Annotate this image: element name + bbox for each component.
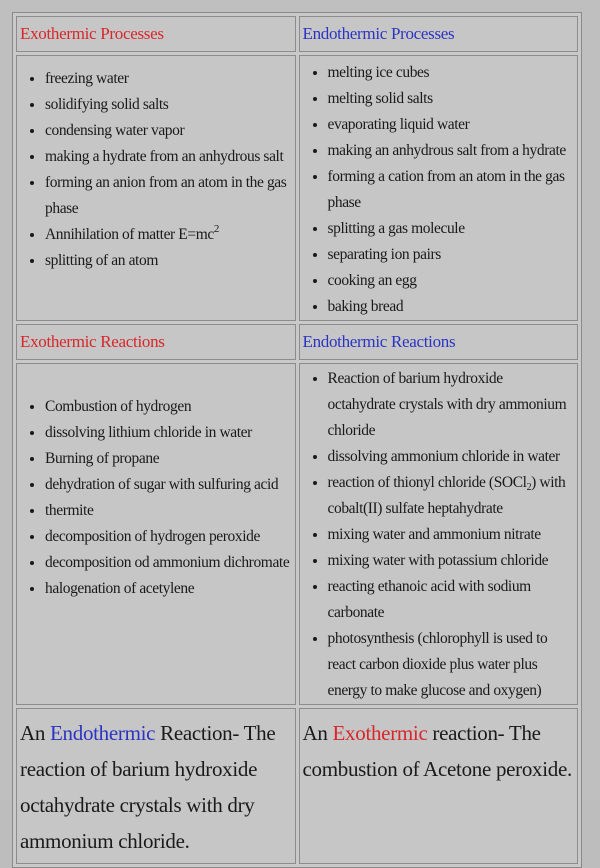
list-item-thionyl	[328, 470, 574, 522]
list-item: • dissolving ammonium chloride in water	[328, 444, 574, 470]
endothermic-reactions-cell	[299, 363, 579, 705]
endothermic-processes-title: Endothermic Processes	[302, 24, 455, 43]
list-item: • halogenation of acetylene	[45, 576, 291, 602]
list-item: • baking bread	[328, 294, 574, 320]
thionyl-subscript: 2	[526, 482, 532, 493]
endothermic-processes-list	[300, 56, 578, 320]
list-item: • making an anhydrous salt from a hydrate	[328, 138, 574, 164]
thionyl-text-pre: reaction of thionyl chloride (SOCl	[327, 474, 527, 491]
list-item: • splitting a gas molecule	[328, 216, 574, 242]
endothermic-processes-cell	[299, 55, 579, 321]
exothermic-processes-header-cell	[16, 16, 296, 52]
example-description: reaction- The combustion of Acetone peroxide.	[302, 721, 572, 781]
list-item: • mixing water and ammonium nitrate	[328, 522, 574, 548]
annihilation-exponent: 2	[213, 223, 219, 235]
exothermic-reactions-title: Exothermic Reactions	[20, 332, 165, 351]
list-item: • Reaction of barium hydroxide octahydrate crystals with dry ammonium chloride	[328, 366, 574, 444]
list-item: • melting solid salts	[328, 86, 574, 112]
list-item: • decomposition of hydrogen peroxide	[45, 524, 291, 550]
list-item: • melting ice cubes	[328, 60, 574, 86]
list-item: • forming an anion from an atom in the gas phase	[45, 170, 291, 222]
list-item: • mixing water with potassium chloride	[328, 548, 574, 574]
list-item: • thermite	[45, 498, 291, 524]
exothermic-keyword: Exothermic	[332, 721, 428, 745]
endothermic-reactions-title: Endothermic Reactions	[302, 332, 456, 351]
exothermic-processes-title: Exothermic Processes	[20, 24, 164, 43]
endothermic-processes-header-cell	[299, 16, 579, 52]
endothermic-keyword: Endothermic	[50, 721, 156, 745]
list-item-annihilation	[45, 222, 291, 248]
list-item: • forming a cation from an atom in the gas phase	[328, 164, 574, 216]
list-item: • solidifying solid salts	[45, 92, 291, 118]
thionyl-text-post: ) with cobalt(II) sulfate heptahydrate	[327, 474, 566, 517]
list-item: • Burning of propane	[45, 446, 291, 472]
endothermic-reactions-header-cell	[299, 324, 579, 360]
exothermic-example-text	[300, 709, 578, 791]
list-item: • making a hydrate from an anhydrous salt	[45, 144, 291, 170]
list-item: • splitting of an atom	[45, 248, 291, 274]
list-item: • decomposition od ammonium dichromate	[45, 550, 291, 576]
list-item: • photosynthesis (chlorophyll is used to react carbon dioxide plus water plus energy to make glucose and oxygen)	[328, 626, 574, 704]
thermo-table	[12, 12, 582, 868]
exothermic-processes-cell	[16, 55, 296, 321]
list-item: • separating ion pairs	[328, 242, 574, 268]
exothermic-processes-list	[17, 56, 295, 274]
example-prefix: An	[20, 721, 51, 745]
endothermic-example-text	[17, 709, 295, 863]
list-item: • dissolving lithium chloride in water	[45, 420, 291, 446]
example-description: Reaction- The reaction of barium hydroxide octahydrate crystals with dry ammonium chloride.	[20, 721, 276, 853]
exothermic-example-cell	[299, 708, 579, 864]
list-item: • reacting ethanoic acid with sodium carbonate	[328, 574, 574, 626]
list-item: • Combustion of hydrogen	[45, 394, 291, 420]
list-item: • condensing water vapor	[45, 118, 291, 144]
annihilation-text: Annihilation of matter E=mc	[45, 226, 214, 243]
endothermic-example-cell	[16, 708, 296, 864]
list-item: • dehydration of sugar with sulfuring acid	[45, 472, 291, 498]
exothermic-reactions-header-cell	[16, 324, 296, 360]
exothermic-reactions-cell	[16, 363, 296, 705]
list-item: • cooking an egg	[328, 268, 574, 294]
list-item: • freezing water	[45, 66, 291, 92]
list-item: • evaporating liquid water	[328, 112, 574, 138]
example-prefix: An	[302, 721, 333, 745]
exothermic-reactions-list	[17, 364, 295, 602]
endothermic-reactions-list	[300, 364, 578, 704]
